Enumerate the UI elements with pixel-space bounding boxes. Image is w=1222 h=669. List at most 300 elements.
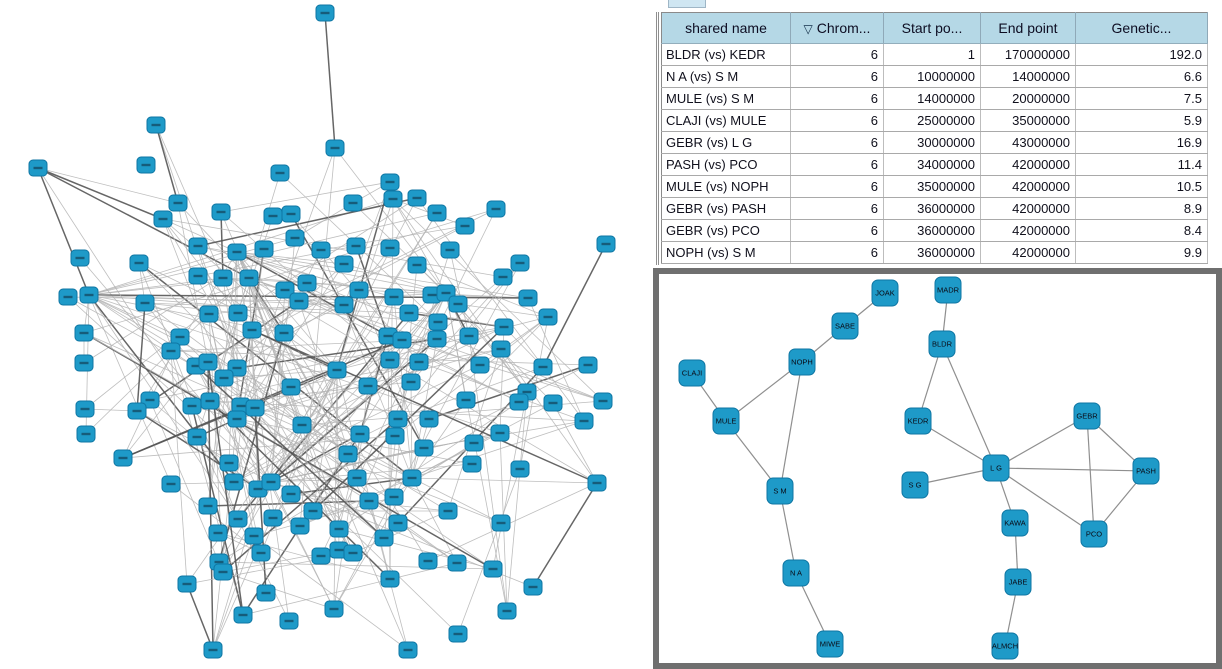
table-cell[interactable]: 10000000	[884, 66, 981, 88]
node-label	[254, 488, 263, 490]
table-cell[interactable]: 6	[791, 198, 884, 220]
network-node[interactable]	[359, 378, 377, 394]
network-node[interactable]	[280, 613, 298, 629]
network-node[interactable]	[326, 140, 344, 156]
network-edge[interactable]	[218, 533, 390, 579]
network-node[interactable]	[330, 521, 348, 537]
network-node[interactable]	[350, 282, 368, 298]
table-cell[interactable]: 6.6	[1076, 66, 1208, 88]
network-node[interactable]	[282, 486, 300, 502]
network-node[interactable]	[348, 470, 366, 486]
node-label	[183, 583, 192, 585]
network-node[interactable]	[510, 394, 528, 410]
network-node[interactable]	[381, 240, 399, 256]
node-label	[237, 405, 246, 407]
node-label	[499, 276, 508, 278]
network-node[interactable]	[212, 204, 230, 220]
network-node[interactable]	[539, 309, 557, 325]
network-node[interactable]	[544, 395, 562, 411]
network-node[interactable]	[579, 357, 597, 373]
network-node[interactable]	[76, 401, 94, 417]
table-cell[interactable]: 5.9	[1076, 110, 1208, 132]
network-edge[interactable]	[780, 362, 802, 491]
table-cell[interactable]: 6	[791, 220, 884, 242]
network-node[interactable]	[389, 515, 407, 531]
network-node[interactable]	[588, 475, 606, 491]
table-cell[interactable]: 8.4	[1076, 220, 1208, 242]
node-label	[413, 264, 422, 266]
node-label	[365, 500, 374, 502]
network-node[interactable]	[154, 211, 172, 227]
node-label	[516, 262, 525, 264]
node-label: PCO	[1085, 529, 1103, 539]
node-label	[549, 402, 558, 404]
network-node[interactable]	[457, 392, 475, 408]
network-node[interactable]	[262, 474, 280, 490]
node-label: MIWE	[819, 639, 841, 649]
network-node[interactable]	[312, 242, 330, 258]
network-node[interactable]	[286, 230, 304, 246]
table-cell[interactable]: 1	[884, 44, 981, 66]
node-label	[34, 167, 43, 169]
network-node[interactable]	[228, 244, 246, 260]
network-node[interactable]	[491, 425, 509, 441]
network-edge[interactable]	[187, 584, 213, 650]
table-cell[interactable]: 192.0	[1076, 44, 1208, 66]
network-node[interactable]	[1133, 458, 1159, 484]
node-label	[492, 208, 501, 210]
network-node[interactable]	[420, 411, 438, 427]
table-cell[interactable]: 20000000	[981, 88, 1076, 110]
network-node[interactable]	[264, 510, 282, 526]
node-label	[404, 649, 413, 651]
network-node[interactable]	[114, 450, 132, 466]
network-edge[interactable]	[412, 478, 457, 563]
network-node[interactable]	[169, 195, 187, 211]
column-header[interactable]: Start po...	[884, 13, 981, 44]
network-node[interactable]	[189, 268, 207, 284]
table-cell[interactable]: 42000000	[981, 220, 1076, 242]
network-edge[interactable]	[996, 468, 1146, 471]
table-cell[interactable]: 16.9	[1076, 132, 1208, 154]
table-cell[interactable]: 6	[791, 132, 884, 154]
network-node[interactable]	[384, 191, 402, 207]
network-node[interactable]	[511, 461, 529, 477]
network-node[interactable]	[929, 331, 955, 357]
network-node[interactable]	[832, 313, 858, 339]
node-label	[394, 522, 403, 524]
network-node[interactable]	[783, 560, 809, 586]
table-cell[interactable]: 6	[791, 154, 884, 176]
table-cell[interactable]: 43000000	[981, 132, 1076, 154]
node-label	[523, 391, 532, 393]
network-node[interactable]	[304, 503, 322, 519]
table-row[interactable]	[662, 198, 1208, 220]
table-cell[interactable]: 14000000	[884, 88, 981, 110]
network-node[interactable]	[360, 493, 378, 509]
network-node[interactable]	[393, 332, 411, 348]
network-node[interactable]	[381, 352, 399, 368]
network-node[interactable]	[339, 446, 357, 462]
partial-tab[interactable]	[668, 0, 706, 8]
network-canvas-sub[interactable]	[659, 274, 1216, 663]
network-node[interactable]	[767, 478, 793, 504]
network-node[interactable]	[817, 631, 843, 657]
node-label	[500, 326, 509, 328]
network-node[interactable]	[201, 393, 219, 409]
network-node[interactable]	[487, 201, 505, 217]
network-node[interactable]	[456, 218, 474, 234]
network-node[interactable]	[29, 160, 47, 176]
filter-icon[interactable]: ▽	[803, 22, 813, 36]
network-node[interactable]	[77, 426, 95, 442]
table-cell[interactable]: 36000000	[884, 220, 981, 242]
network-node[interactable]	[471, 357, 489, 373]
node-label	[152, 124, 161, 126]
network-node[interactable]	[335, 256, 353, 272]
network-node[interactable]	[245, 528, 263, 544]
network-edge[interactable]	[156, 125, 178, 203]
network-node[interactable]	[1081, 521, 1107, 547]
node-label: JOAK	[875, 288, 895, 298]
table-cell[interactable]: 42000000	[981, 242, 1076, 264]
network-node[interactable]	[484, 561, 502, 577]
network-node[interactable]	[492, 341, 510, 357]
network-node[interactable]	[344, 195, 362, 211]
table-cell[interactable]: 14000000	[981, 66, 1076, 88]
network-edge[interactable]	[325, 13, 335, 148]
network-node[interactable]	[494, 269, 512, 285]
table-row[interactable]	[662, 110, 1208, 132]
table-cell[interactable]: NOPH (vs) S M	[662, 242, 791, 264]
table-row[interactable]	[662, 132, 1208, 154]
node-label	[159, 218, 168, 220]
table-cell[interactable]: 9.9	[1076, 242, 1208, 264]
network-node[interactable]	[375, 530, 393, 546]
node-label: MULE	[715, 416, 737, 426]
network-node[interactable]	[178, 576, 196, 592]
table-cell[interactable]: 6	[791, 88, 884, 110]
network-node[interactable]	[59, 289, 77, 305]
table-cell[interactable]: 34000000	[884, 154, 981, 176]
table-row[interactable]	[662, 66, 1208, 88]
network-node[interactable]	[902, 472, 928, 498]
network-node[interactable]	[214, 270, 232, 286]
network-node[interactable]	[80, 287, 98, 303]
network-edge[interactable]	[996, 416, 1087, 468]
table-row[interactable]	[662, 220, 1208, 242]
node-label	[81, 408, 90, 410]
table-cell[interactable]: MULE (vs) S M	[662, 88, 791, 110]
network-node[interactable]	[519, 290, 537, 306]
network-node[interactable]	[344, 545, 362, 561]
node-label	[262, 592, 271, 594]
node-label	[142, 164, 151, 166]
network-node[interactable]	[1074, 403, 1100, 429]
table-cell[interactable]: 6	[791, 242, 884, 264]
network-node[interactable]	[147, 117, 165, 133]
node-label	[415, 361, 424, 363]
network-node[interactable]	[415, 440, 433, 456]
node-label	[516, 468, 525, 470]
table-row[interactable]	[662, 44, 1208, 66]
table-row[interactable]	[662, 154, 1208, 176]
table-cell[interactable]: 25000000	[884, 110, 981, 132]
network-node[interactable]	[312, 548, 330, 564]
network-node[interactable]	[240, 270, 258, 286]
network-node[interactable]	[408, 257, 426, 273]
node-label	[442, 292, 451, 294]
network-node[interactable]	[872, 280, 898, 306]
network-node[interactable]	[130, 255, 148, 271]
node-label	[230, 481, 239, 483]
network-node[interactable]	[449, 296, 467, 312]
network-node[interactable]	[463, 456, 481, 472]
network-node[interactable]	[282, 379, 300, 395]
table-cell[interactable]: 6	[791, 176, 884, 198]
network-edge[interactable]	[942, 344, 996, 468]
node-label	[364, 385, 373, 387]
table-cell[interactable]: 6	[791, 44, 884, 66]
table-cell[interactable]: PASH (vs) PCO	[662, 154, 791, 176]
network-node[interactable]	[255, 241, 273, 257]
network-node[interactable]	[385, 489, 403, 505]
network-node[interactable]	[1005, 569, 1031, 595]
network-node[interactable]	[439, 503, 457, 519]
network-node[interactable]	[403, 470, 421, 486]
network-node[interactable]	[399, 642, 417, 658]
node-label	[287, 386, 296, 388]
network-edge[interactable]	[1087, 416, 1094, 534]
table-cell[interactable]: 36000000	[884, 242, 981, 264]
network-edge[interactable]	[38, 168, 178, 203]
network-node[interactable]	[75, 355, 93, 371]
table-cell[interactable]: 42000000	[981, 176, 1076, 198]
network-node[interactable]	[597, 236, 615, 252]
network-node[interactable]	[136, 295, 154, 311]
network-node[interactable]	[264, 208, 282, 224]
network-node[interactable]	[935, 277, 961, 303]
network-node[interactable]	[419, 553, 437, 569]
network-node[interactable]	[713, 408, 739, 434]
network-node[interactable]	[328, 362, 346, 378]
network-node[interactable]	[385, 289, 403, 305]
table-cell[interactable]: 170000000	[981, 44, 1076, 66]
network-node[interactable]	[448, 555, 466, 571]
network-node[interactable]	[594, 393, 612, 409]
node-label	[260, 248, 269, 250]
network-node[interactable]	[234, 607, 252, 623]
network-node[interactable]	[789, 349, 815, 375]
table-cell[interactable]: 30000000	[884, 132, 981, 154]
network-node[interactable]	[128, 403, 146, 419]
network-node[interactable]	[228, 411, 246, 427]
table-cell[interactable]: 7.5	[1076, 88, 1208, 110]
node-label	[233, 251, 242, 253]
network-edge[interactable]	[38, 168, 163, 219]
network-node[interactable]	[214, 564, 232, 580]
table-cell[interactable]: 10.5	[1076, 176, 1208, 198]
network-node[interactable]	[389, 411, 407, 427]
node-label	[64, 296, 73, 298]
node-label	[453, 562, 462, 564]
table-cell[interactable]: CLAJI (vs) MULE	[662, 110, 791, 132]
network-node[interactable]	[460, 328, 478, 344]
table-cell[interactable]: MULE (vs) NOPH	[662, 176, 791, 198]
table-cell[interactable]: GEBR (vs) PASH	[662, 198, 791, 220]
table-cell[interactable]: GEBR (vs) PCO	[662, 220, 791, 242]
network-node[interactable]	[429, 314, 447, 330]
table-row[interactable]	[662, 176, 1208, 198]
column-header[interactable]	[791, 13, 884, 44]
network-node[interactable]	[162, 343, 180, 359]
network-node[interactable]	[408, 190, 426, 206]
column-header[interactable]: Genetic...	[1076, 13, 1208, 44]
table-header-row	[662, 13, 1208, 44]
node-label	[468, 463, 477, 465]
node-label	[428, 294, 437, 296]
node-label	[287, 493, 296, 495]
network-node[interactable]	[199, 354, 217, 370]
network-node[interactable]	[983, 455, 1009, 481]
network-node[interactable]	[449, 626, 467, 642]
network-node[interactable]	[381, 571, 399, 587]
network-edge[interactable]	[429, 365, 588, 419]
node-label: N A	[789, 568, 803, 578]
network-node[interactable]	[1002, 510, 1028, 536]
table-cell[interactable]: 8.9	[1076, 198, 1208, 220]
network-node[interactable]	[71, 250, 89, 266]
network-node[interactable]	[188, 429, 206, 445]
network-node[interactable]	[534, 359, 552, 375]
network-node[interactable]	[204, 642, 222, 658]
network-node[interactable]	[381, 174, 399, 190]
network-node[interactable]	[325, 601, 343, 617]
table-cell[interactable]: 35000000	[981, 110, 1076, 132]
node-label	[141, 302, 150, 304]
network-node[interactable]	[498, 603, 516, 619]
node-label	[433, 212, 442, 214]
network-view-sub[interactable]	[653, 268, 1222, 669]
network-node[interactable]	[386, 428, 404, 444]
network-node[interactable]	[282, 206, 300, 222]
table-row[interactable]	[662, 88, 1208, 110]
table-cell[interactable]: N A (vs) S M	[662, 66, 791, 88]
network-node[interactable]	[246, 400, 264, 416]
table-cell[interactable]: 42000000	[981, 198, 1076, 220]
node-label	[539, 366, 548, 368]
network-node[interactable]	[75, 325, 93, 341]
network-edge[interactable]	[412, 478, 597, 483]
column-header[interactable]: End point	[981, 13, 1076, 44]
node-label	[529, 586, 538, 588]
network-node[interactable]	[347, 238, 365, 254]
node-label	[257, 552, 266, 554]
network-node[interactable]	[252, 545, 270, 561]
network-node[interactable]	[183, 398, 201, 414]
network-node[interactable]	[220, 455, 238, 471]
network-node[interactable]	[335, 297, 353, 313]
network-node[interactable]	[524, 579, 542, 595]
network-node[interactable]	[495, 319, 513, 335]
network-node[interactable]	[275, 325, 293, 341]
network-node[interactable]	[402, 374, 420, 390]
table-cell[interactable]: 35000000	[884, 176, 981, 198]
table-cell[interactable]: BLDR (vs) KEDR	[662, 44, 791, 66]
network-edge[interactable]	[221, 212, 223, 278]
network-node[interactable]	[511, 255, 529, 271]
network-node[interactable]	[271, 165, 289, 181]
network-node[interactable]	[410, 354, 428, 370]
network-node[interactable]	[189, 238, 207, 254]
network-node[interactable]	[229, 305, 247, 321]
network-node[interactable]	[351, 426, 369, 442]
network-node[interactable]	[905, 408, 931, 434]
node-label	[281, 289, 290, 291]
table-cell[interactable]: 42000000	[981, 154, 1076, 176]
node-label	[470, 442, 479, 444]
network-node[interactable]	[225, 474, 243, 490]
network-edge[interactable]	[221, 182, 390, 212]
network-node[interactable]	[575, 413, 593, 429]
table-cell[interactable]: 6	[791, 110, 884, 132]
table-cell[interactable]: GEBR (vs) L G	[662, 132, 791, 154]
network-node[interactable]	[290, 293, 308, 309]
node-label	[384, 335, 393, 337]
network-node[interactable]	[137, 157, 155, 173]
network-node[interactable]	[428, 331, 446, 347]
node-label	[248, 329, 257, 331]
network-node[interactable]	[291, 518, 309, 534]
network-node[interactable]	[293, 417, 311, 433]
node-label	[119, 457, 128, 459]
table-cell[interactable]: 6	[791, 66, 884, 88]
node-label	[193, 436, 202, 438]
network-node[interactable]	[400, 305, 418, 321]
network-edge[interactable]	[533, 483, 597, 587]
network-edge[interactable]	[543, 244, 606, 367]
network-node[interactable]	[209, 525, 227, 541]
table-cell[interactable]: 11.4	[1076, 154, 1208, 176]
network-node[interactable]	[428, 205, 446, 221]
network-node[interactable]	[492, 515, 510, 531]
network-node[interactable]	[298, 275, 316, 291]
network-node[interactable]	[679, 360, 705, 386]
table-left-gutter	[656, 12, 659, 265]
node-label: L G	[990, 463, 1002, 473]
node-label	[233, 418, 242, 420]
network-node[interactable]	[257, 585, 275, 601]
node-label	[330, 608, 339, 610]
table-row[interactable]	[662, 242, 1208, 264]
network-node[interactable]	[441, 242, 459, 258]
network-node[interactable]	[465, 435, 483, 451]
network-node[interactable]	[243, 322, 261, 338]
network-edge[interactable]	[38, 168, 89, 295]
network-node[interactable]	[199, 498, 217, 514]
network-node[interactable]	[316, 5, 334, 21]
network-node[interactable]	[229, 511, 247, 527]
column-header[interactable]: shared name	[662, 13, 791, 44]
network-node[interactable]	[992, 633, 1018, 659]
network-node[interactable]	[162, 476, 180, 492]
node-label	[515, 401, 524, 403]
node-label	[390, 496, 399, 498]
column-header-label: Chrom...	[816, 20, 871, 36]
network-node[interactable]	[200, 306, 218, 322]
table-cell[interactable]: 36000000	[884, 198, 981, 220]
network-node[interactable]	[215, 370, 233, 386]
